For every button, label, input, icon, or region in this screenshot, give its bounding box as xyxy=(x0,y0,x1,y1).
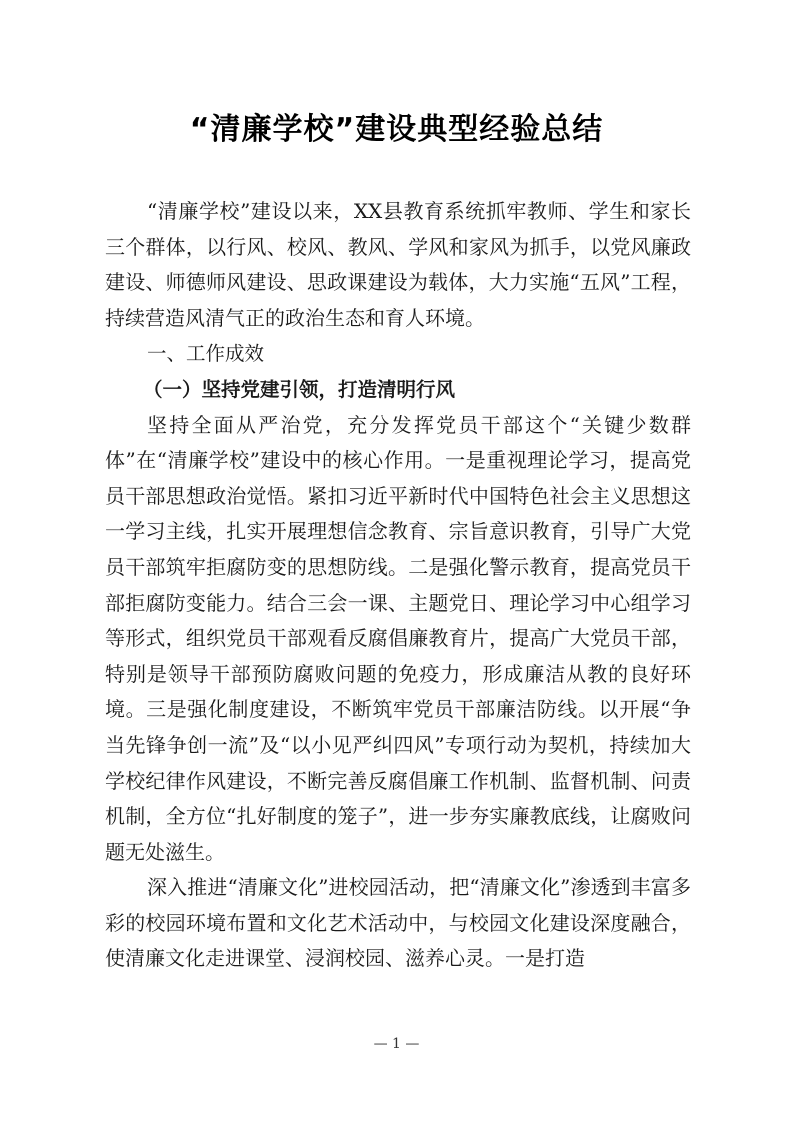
subsection-heading-party-leadership: （一）坚持党建引领，打造清明行风 xyxy=(143,377,456,401)
document-body xyxy=(105,194,691,977)
intro-paragraph: “清廉学校”建设以来，XX县教育系统抓牢教师、学生和家长三个群体，以行风、校风、教风、学风和家风为抓手，以党风廉政建设、师德师风建设、思政课建设为载体，大力实施“五风”工程，持续营造风清气正的政治生态和育人环境。 xyxy=(105,199,691,330)
document-title: “清廉学校”建设典型经验总结 xyxy=(189,112,604,147)
body-paragraph-party-discipline: 坚持全面从严治党，充分发挥党员干部这个“关键少数群体”在“清廉学校”建设中的核心作用。一是重视理论学习，提高党员干部思想政治觉悟。紧扣习近平新时代中国特色社会主义思想这一学习主线，扎实开展理想信念教育、宗旨意识教育，引导广大党员干部筑牢拒腐防变的思想防线。二是强化警示教育，提高党员干部拒腐防变能力。结合三会一课、主题党日、理论学习中心组学习等形式，组织党员干部观看反腐倡廉教育片，提高广大党员干部，特别是领导干部预防腐败问题的免疫力，形成廉洁从教的良好环境。三是强化制度建设，不断筑牢党员干部廉洁防线。以开展“争当先锋争创一流”及“以小见严纠四风”专项行动为契机，持续加大学校纪律作风建设，不断完善反腐倡廉工作机制、监督机制、问责机制，全方位“扎好制度的笼子”，进一步夯实廉教底线，让腐败问题无处滋生。 xyxy=(105,412,691,864)
page-number: — 1 — xyxy=(373,1036,420,1052)
section-heading-work-results: 一、工作成效 xyxy=(147,342,265,366)
body-paragraph-clean-culture: 深入推进“清廉文化”进校园活动，把“清廉文化”渗透到丰富多彩的校园环境布置和文化艺术活动中，与校园文化建设深度融合，使清廉文化走进课堂、浸润校园、滋养心灵。一是打造 xyxy=(105,875,691,971)
